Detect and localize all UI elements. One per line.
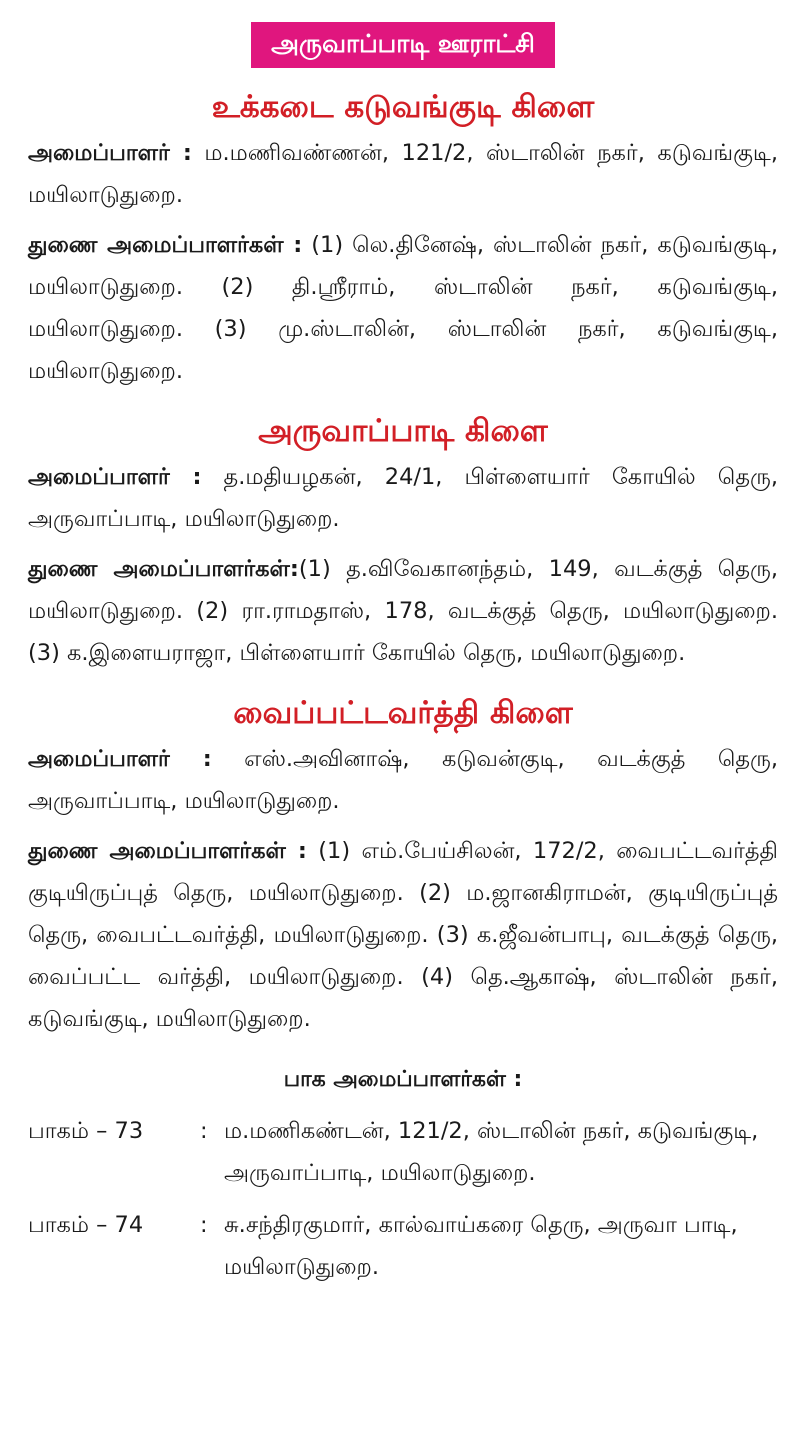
deputy-paragraph — [28, 548, 778, 674]
organizer-label: அமைப்பாளர் : — [28, 140, 192, 166]
section-title: உக்கடை கடுவங்குடி கிளை — [211, 89, 595, 125]
organizer-label: அமைப்பாளர் : — [28, 464, 202, 490]
organizer-text: ம.மணிவண்ணன், 121/2, ஸ்டாலின் நகர், கடுவங்குடி, மயிலாடுதுறை. — [28, 140, 778, 208]
deputy-text: (1) த.விவேகானந்தம், 149, வடக்குத் தெரு, மயிலாடுதுறை. (2) ரா.ராமதாஸ், 178, வடக்குத் தெரு, மயிலாடுதுறை. (3) க.இளையராஜா, பிள்ளையார் கோயில் தெரு, மயிலாடுதுறை. — [28, 556, 778, 666]
organizer-text: த.மதியழகன், 24/1, பிள்ளையார் கோயில் தெரு, அருவாப்பாடி, மயிலாடுதுறை. — [28, 464, 778, 532]
booth-label: பாகம் – 74 — [28, 1212, 144, 1238]
deputy-label: துணை அமைப்பாளர்கள்: — [28, 556, 299, 582]
booth-row — [28, 1204, 778, 1288]
organizer-paragraph — [28, 738, 778, 822]
booth-row — [28, 1110, 778, 1194]
section-title: அருவாப்பாடி கிளை — [258, 413, 548, 449]
booth-colon: : — [200, 1212, 208, 1238]
deputy-text: (1) எம்.பேய்சிலன், 172/2, வைபட்டவர்த்தி குடியிருப்புத் தெரு, மயிலாடுதுறை. (2) ம.ஜானகிராமன், குடியிருப்புத் தெரு, வைபட்டவர்த்தி, மயிலாடுதுறை. (3) க.ஜீவன்பாபு, வடக்குத் தெரு, வைப்பட்ட வர்த்தி, மயிலாடுதுறை. (4) தெ.ஆகாஷ், ஸ்டாலின் நகர், கடுவங்குடி, மயிலாடுதுறை. — [28, 838, 778, 1032]
deputy-paragraph — [28, 224, 778, 392]
booth-heading: பாக அமைப்பாளர்கள் : — [283, 1067, 523, 1092]
banner-container — [28, 0, 778, 72]
deputy-label: துணை அமைப்பாளர்கள் : — [28, 838, 307, 864]
organizer-label: அமைப்பாளர் : — [28, 746, 212, 772]
deputy-text: (1) லெ.தினேஷ், ஸ்டாலின் நகர், கடுவங்குடி, மயிலாடுதுறை. (2) தி.ஸ்ரீராம், ஸ்டாலின் நகர், கடுவங்குடி, மயிலாடுதுறை. (3) மு.ஸ்டாலின், ஸ்டாலின் நகர், கடுவங்குடி, மயிலாடுதுறை. — [28, 232, 778, 384]
organizer-paragraph — [28, 132, 778, 216]
booth-colon: : — [200, 1118, 208, 1144]
booth-text: ம.மணிகண்டன், 121/2, ஸ்டாலின் நகர், கடுவங்குடி, அருவாப்பாடி, மயிலாடுதுறை. — [224, 1118, 759, 1186]
organizer-text: எஸ்.அவினாஷ், கடுவன்குடி, வடக்குத் தெரு, அருவாப்பாடி, மயிலாடுதுறை. — [28, 746, 778, 814]
organizer-paragraph — [28, 456, 778, 540]
deputy-paragraph — [28, 830, 778, 1040]
deputy-label: துணை அமைப்பாளர்கள் : — [28, 232, 303, 258]
section-title: வைப்பட்டவர்த்தி கிளை — [233, 695, 573, 731]
booth-label: பாகம் – 73 — [28, 1118, 144, 1144]
banner-title: அருவாப்பாடி ஊராட்சி — [251, 22, 555, 68]
booth-text: சு.சந்திரகுமார், கால்வாய்கரை தெரு, அருவா பாடி, மயிலாடுதுறை. — [224, 1212, 738, 1280]
